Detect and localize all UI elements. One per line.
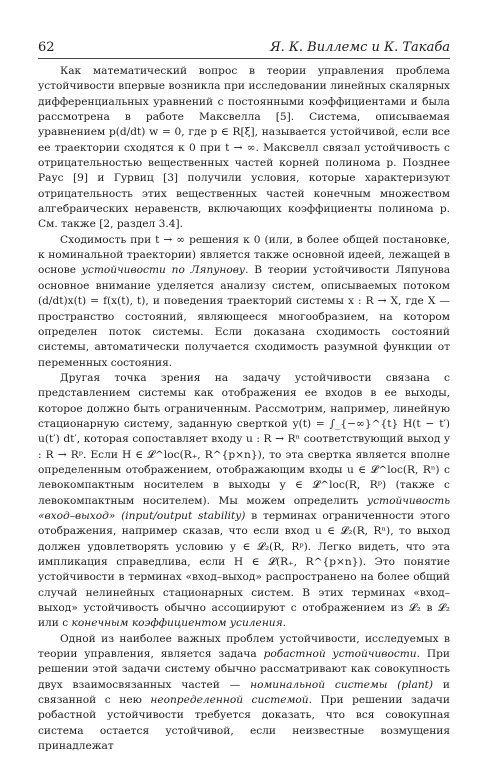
text-run: Как математический вопрос в теории управления проблема устойчивости впервые возникла при исследовании линейных скалярных дифференциальных уравнений с постоянными коэффициентами и была рассмотрена в работе Максвелла [5]. Система, описываемая уравнением p(d/dt) w = 0, где p ∈ R[ξ], называется устойчивой, если все ее траектории сходятся к 0 при t → ∞. Максвелл связал устойчивость с отрицательностью вещественных частей корней полинома p. Позднее Раус [9] и Гурвиц [3] получили условия, которые характеризуют отрицательность этих вещественных частей конечным множеством алгебраических неравенств, включающих коэффициенты полинома p. См. также [2, раздел 3.4]. xyxy=(38,65,450,231)
emphasized-term: устойчивость «вход–выход» (input/output stability) xyxy=(38,494,450,522)
emphasized-term: конечным коэффициентом усиления xyxy=(71,617,283,630)
paragraph-lyapunov xyxy=(38,233,450,371)
page-number: 62 xyxy=(38,40,55,55)
paragraph-input-output xyxy=(38,371,450,632)
running-title: Я. К. Виллемс и К. Такаба xyxy=(270,40,450,55)
emphasized-term: устойчивости по Ляпунову xyxy=(81,264,246,277)
text-run: в терминах ограниченности этого отображения, например сказав, что если вход u ∈ 𝓛₂(R, Rⁿ), то выход должен удовлетворять условию y ∈ 𝓛₂(R, Rᵖ). Легко видеть, что эта импликация справедлива, если H ∈ 𝓛(R₊, R^{p×n}). Это понятие устойчивости в терминах «вход–выход» распространено на более общий случай нелинейных стационарных систем. В этих терминах «вход–выход» устойчивость обычно ассоциируют с отображением из 𝓛₂ в 𝓛₂ или с xyxy=(38,509,451,630)
text-run: Другая точка зрения на задачу устойчивости связана с представлением системы как отображения ее входов в ее выходы, которое должно быть ограниченным. Рассмотрим, например, линейную стационарную систему, заданную сверткой y(t) = ∫_{−∞}^{t} H(t − t′) u(t′) dt′, которая сопоставляет входу u : R → Rⁿ соответствующий выход y : R → Rᵖ. Если H ∈ 𝓛^loc(R₊, R^{p×n}), то эта свертка является вполне определенным отображением, отображающим входы u ∈ 𝓛^loc(R, Rⁿ) с левокомпактным носителем в выходы y ∈ 𝓛^loc(R, Rᵖ) (также с левокомпактным носителем). Мы можем определить xyxy=(38,371,450,507)
text-run: . xyxy=(282,617,287,630)
text-run: . При решении этой задачи систему обычно рассматривают как совокупность двух взаимосвязанных частей — xyxy=(38,648,450,691)
text-run: и связанной с нею xyxy=(38,678,450,707)
emphasized-term: неопределенной системой xyxy=(150,694,309,707)
emphasized-term: робастной устойчивости xyxy=(263,648,417,661)
header-rule xyxy=(38,58,450,59)
text-run: Одной из наиболее важных проблем устойчивости, исследуемых в теории управления, является задача xyxy=(38,632,450,661)
emphasized-term: номинальной системы (plant) xyxy=(250,678,434,691)
text-run: Сходимость при t → ∞ решения к 0 (или, в более общей постановке, к номинальной траектории) является также основной идеей, лежащей в основе xyxy=(38,233,450,277)
paragraph-robust-stability xyxy=(38,632,450,755)
paragraph-stability-history xyxy=(38,64,450,233)
page-header xyxy=(38,40,450,58)
text-body xyxy=(38,64,450,754)
text-run: . В теории устойчивости Ляпунова основное внимание уделяется анализу систем, описываемых потоком (d/dt)x(t) = f(x(t), t), и поведения траекторий системы x : R → X, где X — пространство состояний, являющееся многообразием, на котором определен поток системы. Если доказана сходимость состояний системы, автоматически получается сходимость разумной функции от переменных состояния. xyxy=(38,264,451,369)
text-run: . При решении задачи робастной устойчивости требуется доказать, что вся совокупная система остается устойчивой, если неизвестные возмущения принадлежат xyxy=(38,694,450,753)
